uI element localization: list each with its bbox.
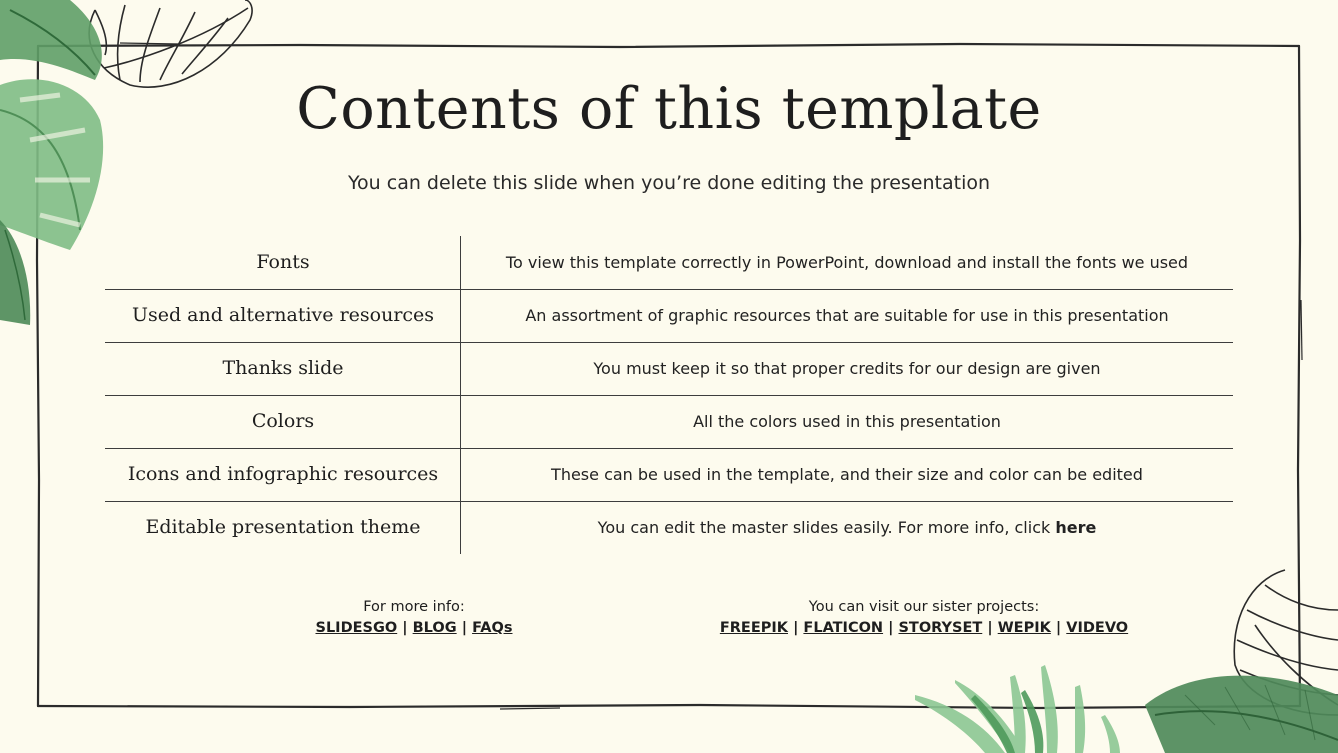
- row-label: Used and alternative resources: [131, 304, 435, 326]
- contents-table: [105, 236, 1233, 554]
- row-description: [461, 501, 1233, 554]
- table-row: [105, 501, 1233, 554]
- page-subtitle: You can delete this slide when you’re done editing the presentation: [347, 172, 991, 194]
- table-row: [105, 236, 1233, 289]
- row-description: All the colors used in this presentation: [693, 412, 1001, 431]
- link-storyset[interactable]: STORYSET: [898, 620, 983, 636]
- footer-more-info-links: [269, 618, 559, 639]
- row-description-text: You can edit the master slides easily. For more info, click: [597, 518, 1056, 537]
- link-separator: |: [1055, 620, 1062, 636]
- row-label: Fonts: [256, 251, 310, 273]
- table-row: [105, 289, 1233, 342]
- row-label: Colors: [251, 410, 315, 432]
- row-label: Editable presentation theme: [145, 516, 421, 538]
- link-slidesgo[interactable]: SLIDESGO: [315, 620, 398, 636]
- link-videvo[interactable]: VIDEVO: [1066, 620, 1129, 636]
- monstera-outline-icon: [89, 0, 252, 87]
- row-description: These can be used in the template, and their size and color can be edited: [551, 465, 1143, 484]
- row-label: Icons and infographic resources: [127, 463, 439, 485]
- fern-icon: [915, 565, 1338, 753]
- here-link[interactable]: here: [1055, 518, 1097, 537]
- page-title: Contents of this template: [296, 76, 1042, 142]
- footer-sister-projects-links: [674, 618, 1174, 639]
- link-wepik[interactable]: WEPIK: [997, 620, 1051, 636]
- row-description: To view this template correctly in PowerPoint, download and install the fonts we used: [505, 253, 1189, 272]
- row-description: You must keep it so that proper credits for our design are given: [593, 359, 1101, 378]
- link-freepik[interactable]: FREEPIK: [719, 620, 788, 636]
- table-row: [105, 395, 1233, 448]
- link-separator: |: [402, 620, 408, 636]
- link-blog[interactable]: BLOG: [412, 620, 457, 636]
- link-separator: |: [793, 620, 799, 636]
- link-faqs[interactable]: FAQs: [472, 620, 513, 636]
- row-label: Thanks slide: [222, 357, 344, 379]
- link-separator: |: [987, 620, 993, 636]
- link-separator: |: [461, 620, 467, 636]
- footer-more-info: [269, 597, 559, 639]
- footer-more-info-heading: For more info:: [363, 599, 465, 615]
- table-row: [105, 342, 1233, 395]
- row-description: An assortment of graphic resources that are suitable for use in this presentation: [525, 306, 1169, 325]
- footer-sister-projects: [674, 597, 1174, 639]
- link-separator: |: [888, 620, 894, 636]
- table-row: [105, 448, 1233, 501]
- link-flaticon[interactable]: FLATICON: [803, 620, 884, 636]
- footer-sister-projects-heading: You can visit our sister projects:: [808, 599, 1040, 615]
